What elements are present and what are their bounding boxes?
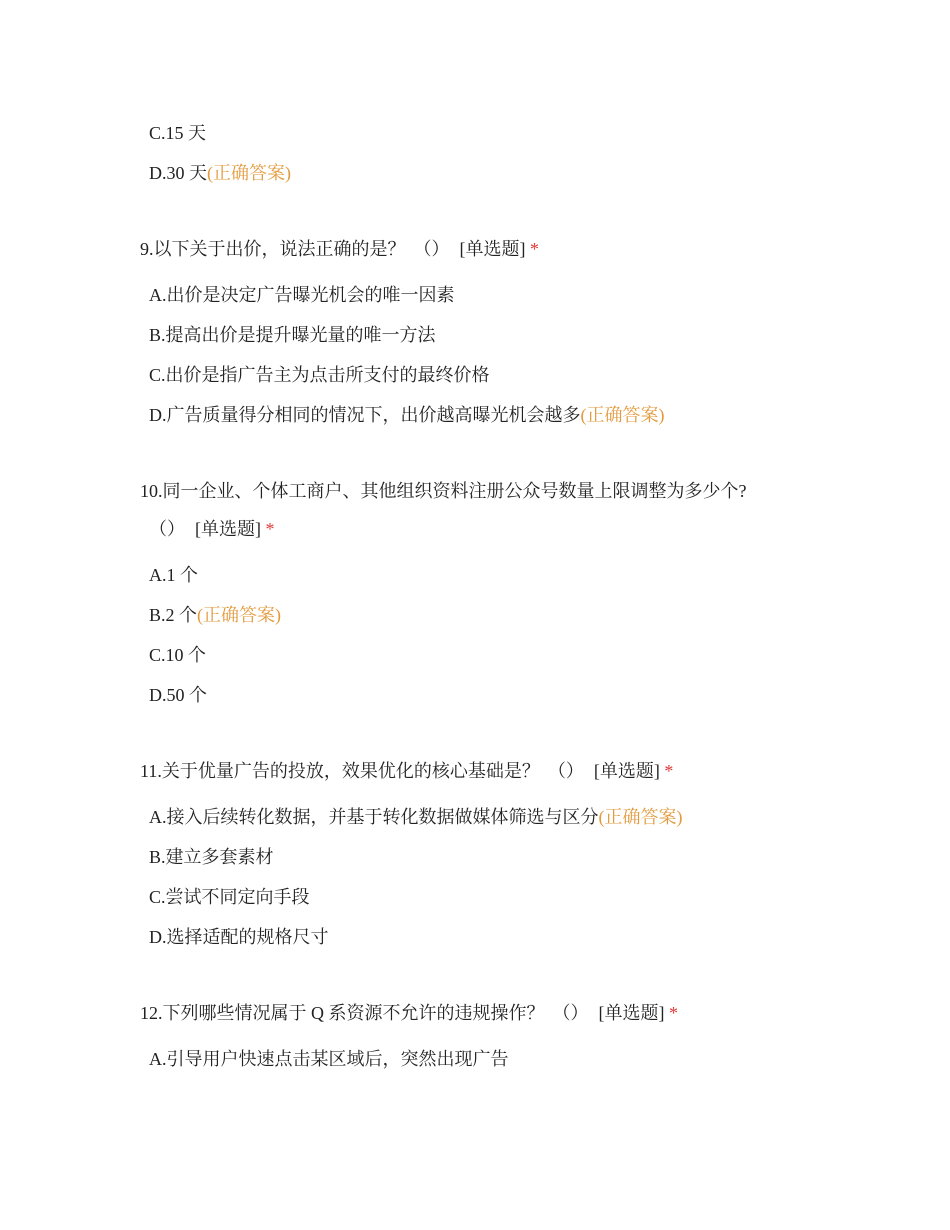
question-text: 12.下列哪些情况属于 Q 系资源不允许的违规操作？ [140, 1003, 545, 1023]
option-item[interactable] [149, 885, 310, 909]
option-text: A.出价是决定广告曝光机会的唯一因素 [149, 285, 455, 305]
question-text: 11.关于优量广告的投放，效果优化的核心基础是？ [140, 761, 540, 781]
option-item[interactable] [149, 925, 329, 949]
question-type-label: [单选题] [459, 239, 526, 259]
required-marker: * [669, 1003, 678, 1023]
question-text: 10.同一企业、个体工商户、其他组织资料注册公众号数量上限调整为多少个? [140, 481, 747, 501]
option-text: D.50 个 [149, 685, 207, 705]
option-item[interactable] [149, 643, 206, 667]
option-text: C.出价是指广告主为点击所支付的最终价格 [149, 365, 490, 385]
option-text: B.建立多套素材 [149, 847, 274, 867]
answer-blank: （） [552, 1003, 589, 1023]
question-title [140, 1001, 678, 1025]
option-item[interactable] [149, 121, 206, 145]
required-marker: * [530, 239, 539, 259]
option-item[interactable] [149, 161, 291, 185]
option-text: C.10 个 [149, 645, 207, 665]
option-item[interactable] [149, 283, 455, 307]
option-item[interactable] [149, 323, 436, 347]
option-text: D.30 天 [149, 163, 207, 183]
question-text: 9.以下关于出价，说法正确的是？ [140, 239, 406, 259]
option-text: A.接入后续转化数据，并基于转化数据做媒体筛选与区分 [149, 807, 599, 827]
correct-answer-tag: (正确答案) [197, 605, 282, 625]
required-marker: * [265, 519, 275, 539]
option-item[interactable] [149, 363, 490, 387]
option-item[interactable] [149, 403, 665, 427]
option-text: B.2 个 [149, 605, 198, 625]
option-text: D.广告质量得分相同的情况下，出价越高曝光机会越多 [149, 405, 581, 425]
option-text: C.15 天 [149, 123, 207, 143]
option-item[interactable] [149, 563, 198, 587]
question-title [140, 479, 747, 503]
option-item[interactable] [149, 1047, 509, 1071]
question-title-cont [149, 517, 275, 541]
answer-blank: （） [547, 761, 584, 781]
question-title [140, 237, 539, 261]
question-type-label: [单选题] [598, 1003, 665, 1023]
required-marker: * [664, 761, 674, 781]
option-text: D.选择适配的规格尺寸 [149, 927, 329, 947]
option-item[interactable] [149, 683, 207, 707]
option-item[interactable] [149, 603, 281, 627]
option-item[interactable] [149, 845, 274, 869]
option-item[interactable] [149, 805, 683, 829]
option-text: A.引导用户快速点击某区域后，突然出现广告 [149, 1049, 509, 1069]
correct-answer-tag: (正确答案) [207, 163, 291, 183]
question-type-label: [单选题] [593, 761, 660, 781]
correct-answer-tag: (正确答案) [598, 807, 683, 827]
option-text: A.1 个 [149, 565, 198, 585]
question-title [140, 759, 673, 783]
question-type-label: [单选题] [195, 519, 261, 539]
option-text: C.尝试不同定向手段 [149, 887, 310, 907]
correct-answer-tag: (正确答案) [580, 405, 665, 425]
answer-blank: （） [413, 239, 450, 259]
option-text: B.提高出价是提升曝光量的唯一方法 [149, 325, 436, 345]
answer-blank: （） [149, 519, 185, 539]
